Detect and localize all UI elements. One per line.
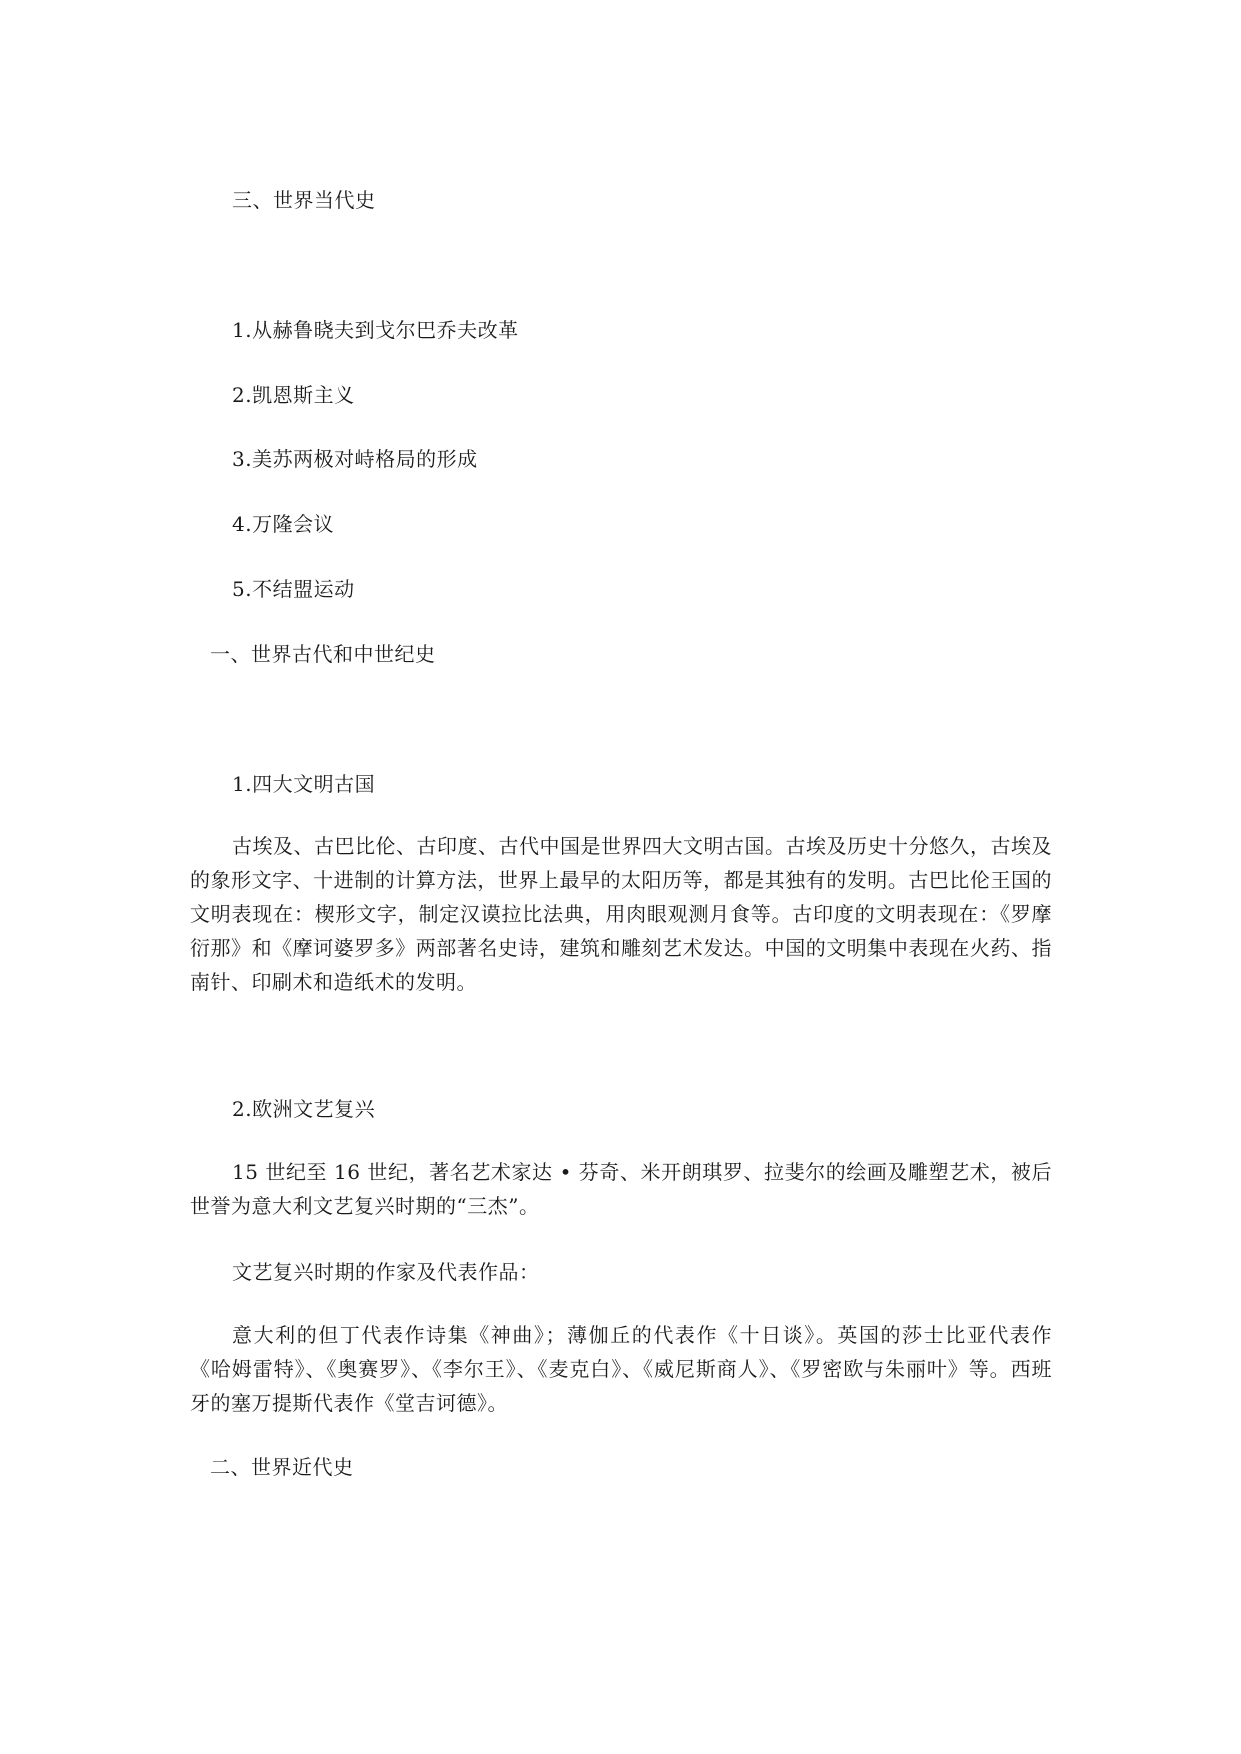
section-heading-contemporary: 三、世界当代史: [232, 188, 376, 212]
list-item: 3.美苏两极对峙格局的形成: [232, 447, 478, 471]
subsection-title: 1.四大文明古国: [232, 772, 376, 796]
paragraph-renaissance-works: 意大利的但丁代表作诗集《神曲》；薄伽丘的代表作《十日谈》。英国的莎士比亚代表作《哈姆雷特》、《奥赛罗》、《李尔王》、《麦克白》、《威尼斯商人》、《罗密欧与朱丽叶》等。西班牙的塞万提斯代表作《堂吉诃德》。: [190, 1323, 1052, 1415]
paragraph-four-civilizations: 古埃及、古巴比伦、古印度、古代中国是世界四大文明古国。古埃及历史十分悠久，古埃及的象形文字、十进制的计算方法，世界上最早的太阳历等，都是其独有的发明。古巴比伦王国的文明表现在：楔形文字，制定汉谟拉比法典，用肉眼观测月食等。古印度的文明表现在：《罗摩衍那》和《摩诃婆罗多》两部著名史诗，建筑和雕刻艺术发达。中国的文明集中表现在火药、指南针、印刷术和造纸术的发明。: [190, 834, 1052, 994]
section-heading-ancient: 一、世界古代和中世纪史: [210, 642, 436, 666]
subsection-title: 2.欧洲文艺复兴: [232, 1097, 376, 1121]
list-item: 1.从赫鲁晓夫到戈尔巴乔夫改革: [232, 318, 519, 342]
section-heading-modern: 二、世界近代史: [210, 1455, 354, 1479]
paragraph-renaissance-artists: 15 世纪至 16 世纪，著名艺术家达 • 芬奇、米开朗琪罗、拉斐尔的绘画及雕塑艺术，被后世誉为意大利文艺复兴时期的“三杰”。: [190, 1160, 1052, 1218]
paragraph-renaissance-intro: 文艺复兴时期的作家及代表作品：: [232, 1260, 540, 1284]
list-item: 5.不结盟运动: [232, 577, 355, 601]
list-item: 2.凯恩斯主义: [232, 383, 355, 407]
list-item: 4.万隆会议: [232, 512, 335, 536]
